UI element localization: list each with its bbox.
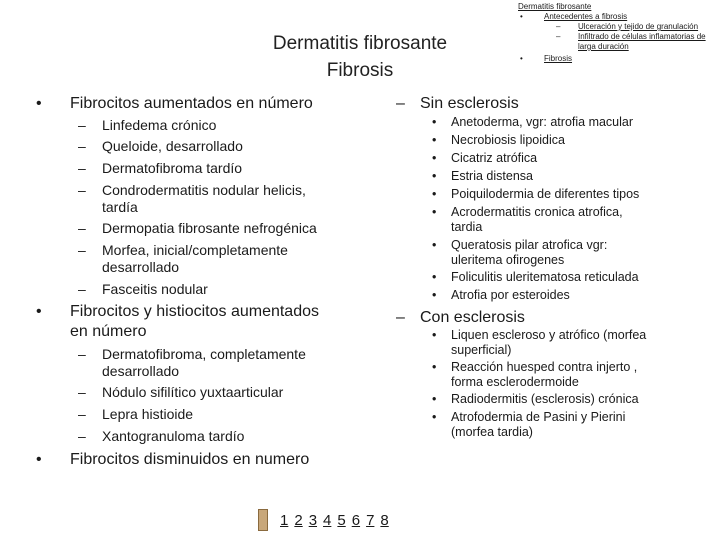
slide-title-line2: Fibrosis xyxy=(326,60,394,81)
bullet: • xyxy=(432,151,437,165)
bullet: • xyxy=(432,169,437,183)
list-item-cont: uleritema ofirogenes xyxy=(451,253,565,267)
nav-bullet: • xyxy=(520,12,523,21)
page-link-1[interactable]: 1 xyxy=(280,511,289,529)
list-item-cont: (morfea tardia) xyxy=(451,425,533,439)
slide-title-line1: Dermatitis fibrosante xyxy=(272,33,448,54)
nav-bullet: • xyxy=(520,54,523,63)
list-item: Dermatofibroma, completamente xyxy=(102,346,306,362)
heading-fibrocitos-histiocitos-cont: en número xyxy=(70,323,147,340)
dash: – xyxy=(78,160,86,176)
nav-link-root[interactable]: Dermatitis fibrosante xyxy=(518,2,592,11)
heading-fibrocitos-histiocitos: Fibrocitos y histiocitos aumentados xyxy=(70,303,319,320)
dash: – xyxy=(78,281,86,297)
bullet: • xyxy=(432,133,437,147)
dash: – xyxy=(78,117,86,133)
list-item: Liquen escleroso y atrófico (morfea xyxy=(451,328,647,342)
heading-fibrocitos-aumentados: Fibrocitos aumentados en número xyxy=(70,95,313,112)
list-item: Morfea, inicial/completamente xyxy=(102,242,288,258)
bullet: • xyxy=(36,95,42,112)
list-item-cont: desarrollado xyxy=(102,259,180,275)
bullet: • xyxy=(432,270,437,284)
dash: – xyxy=(78,384,86,400)
nav-dash: – xyxy=(556,22,561,31)
nav-link-antecedentes[interactable]: Antecedentes a fibrosis xyxy=(544,12,628,21)
dash: – xyxy=(78,138,86,154)
list-item: Lepra histioide xyxy=(102,406,194,422)
nav-link-infiltrado-cont[interactable]: larga duración xyxy=(578,42,629,51)
list-item: Dermatofibroma tardío xyxy=(102,160,243,176)
list-item: Atrofia por esteroides xyxy=(451,288,570,302)
dash: – xyxy=(78,220,86,236)
bullet: • xyxy=(36,451,42,468)
bullet: • xyxy=(432,288,437,302)
outline-nav xyxy=(518,2,718,64)
page-link-5[interactable]: 5 xyxy=(337,511,346,529)
list-item: Xantogranuloma tardío xyxy=(102,428,245,444)
list-item-cont: forma esclerodermoide xyxy=(451,375,579,389)
list-item: Atrofodermia de Pasini y Pierini xyxy=(451,410,626,424)
bullet: • xyxy=(432,328,437,342)
page-link-4[interactable]: 4 xyxy=(323,511,332,529)
list-item-cont: desarrollado xyxy=(102,363,180,379)
dash: – xyxy=(78,428,86,444)
list-item: Reacción huesped contra injerto , xyxy=(451,360,638,374)
bullet: • xyxy=(432,115,437,129)
nav-link-fibrosis[interactable]: Fibrosis xyxy=(544,54,573,63)
bullet: • xyxy=(432,392,437,406)
bullet: • xyxy=(432,238,437,252)
book-icon xyxy=(258,509,268,531)
nav-link-infiltrado[interactable]: Infiltrado de células inflamatorias de xyxy=(578,32,706,41)
bullet: • xyxy=(432,410,437,424)
dash: – xyxy=(396,309,405,326)
bullet: • xyxy=(432,360,437,374)
page-link-2[interactable]: 2 xyxy=(294,511,303,529)
page-link-7[interactable]: 7 xyxy=(366,511,375,529)
list-item: Condrodermatitis nodular helicis, xyxy=(102,182,306,198)
page-link-3[interactable]: 3 xyxy=(308,511,318,529)
dash: – xyxy=(396,95,405,112)
dash: – xyxy=(78,346,86,362)
list-item: Queratosis pilar atrofica vgr: xyxy=(451,238,608,252)
list-item: Acrodermatitis cronica atrofica, xyxy=(451,205,623,219)
nav-link-ulceracion[interactable]: Ulceración y tejido de granulación xyxy=(578,22,699,31)
list-item: Linfedema crónico xyxy=(102,117,217,133)
heading-con-esclerosis: Con esclerosis xyxy=(420,309,525,326)
bullet: • xyxy=(36,303,42,320)
list-item-cont: superficial) xyxy=(451,343,512,357)
list-item-cont: tardia xyxy=(451,220,483,234)
heading-fibrocitos-disminuidos: Fibrocitos disminuidos en numero xyxy=(70,451,310,468)
slide-pager xyxy=(258,508,395,532)
list-item: Foliculitis uleritematosa reticulada xyxy=(451,270,639,284)
list-item: Fasceitis nodular xyxy=(102,281,208,297)
list-item: Poiquilodermia de diferentes tipos xyxy=(451,187,640,201)
page-link-8[interactable]: 8 xyxy=(380,511,389,529)
page-link-6[interactable]: 6 xyxy=(351,511,361,529)
list-item: Queloide, desarrollado xyxy=(102,138,243,154)
dash: – xyxy=(78,182,86,198)
list-item: Cicatriz atrófica xyxy=(451,151,538,165)
list-item: Necrobiosis lipoidica xyxy=(451,133,565,147)
bullet: • xyxy=(432,187,437,201)
bullet: • xyxy=(432,205,437,219)
dash: – xyxy=(78,242,86,258)
list-item: Dermopatia fibrosante nefrogénica xyxy=(102,220,317,236)
heading-sin-esclerosis: Sin esclerosis xyxy=(420,95,519,112)
nav-dash: – xyxy=(556,32,561,41)
list-item: Nódulo sifilítico yuxtaarticular xyxy=(102,384,284,400)
dash: – xyxy=(78,406,86,422)
list-item: Estria distensa xyxy=(451,169,533,183)
list-item: Radiodermitis (esclerosis) crónica xyxy=(451,392,639,406)
list-item-cont: tardía xyxy=(102,199,138,215)
list-item: Anetoderma, vgr: atrofia macular xyxy=(451,115,634,129)
